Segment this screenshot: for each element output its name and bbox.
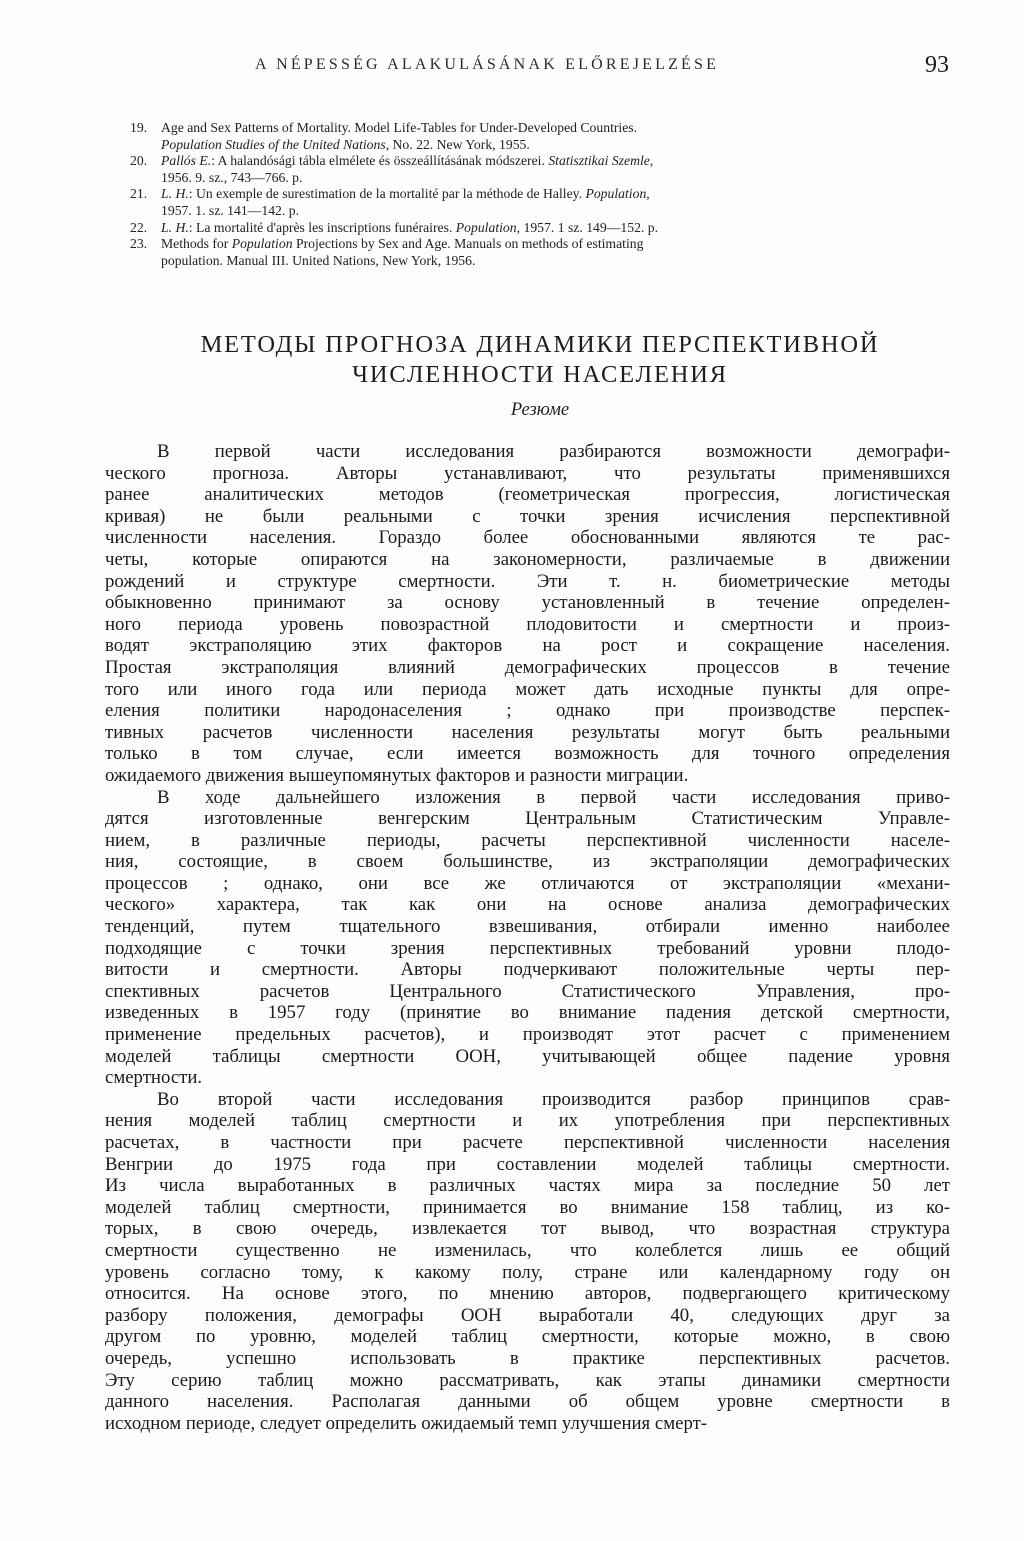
- summary-text-line: расчетах, в частности при расчете перспективной численности населения: [105, 1132, 950, 1153]
- reference-number: 21.: [130, 186, 148, 202]
- summary-text-line: ния, состоящие, в своем большинстве, из экстраполяции демографических: [105, 851, 950, 873]
- summary-text-line: другом по уровню, моделей таблиц смертности, которые можно, в свою: [105, 1326, 950, 1348]
- summary-text-line: витости и смертности. Авторы подчеркивают положительные черты пер-: [105, 959, 950, 981]
- reference-line: Pallós E.: A halandósági tábla elmélete és összeállításának módszerei. Statisztikai Szemle,: [161, 153, 654, 169]
- summary-text-line: смертности существенно не изменилась, что колеблется лишь ее общий: [105, 1239, 950, 1261]
- reference-line: L. H.: La mortalité d'après les inscriptions funéraires. Population, 1957. 1 sz. 149—152. p.: [161, 219, 659, 235]
- summary-text-line: спективных расчетов Центрального Статистического Управления, про-: [105, 980, 950, 1002]
- summary-text-line: уровень согласно тому, к какому полу, стране или календарному году он: [105, 1261, 950, 1283]
- summary-text-line: применение предельных расчетов), и производят этот расчет с применением: [105, 1024, 950, 1046]
- summary-text-line: Простая экстраполяция влияний демографических процессов в течение: [105, 656, 950, 678]
- summary-text-line: кривая) не были реальными с точки зрения исчисления перспективной: [105, 505, 950, 527]
- reference-item: [130, 120, 950, 153]
- running-head: A NÉPESSÉG ALAKULÁSÁNAK ELŐREJELZÉSE: [255, 56, 720, 73]
- summary-text-line: данного населения. Располагая данными об общем уровне смертности в: [105, 1391, 950, 1413]
- summary-text-line: подходящие с точки зрения перспективных требований уровни плодо-: [105, 937, 950, 959]
- reference-line: 1956. 9. sz., 743—766. p.: [161, 169, 303, 185]
- summary-text-line: тенденций, путем тщательного взвешивания, отбирали именно наиболее: [105, 916, 950, 938]
- summary-text-line: нием, в различные периоды, расчеты перспективной численности населе-: [105, 829, 950, 851]
- summary-text-line: дятся изготовленные венгерским Центральным Статистическим Управле-: [105, 808, 950, 830]
- reference-line: population. Manual III. United Nations, New York, 1956.: [161, 252, 476, 268]
- summary-text-line: Из числа выработанных в различных частях мира за последние 50 лет: [105, 1175, 950, 1197]
- reference-line: Age and Sex Patterns of Mortality. Model Life-Tables for Under-Developed Countries.: [161, 120, 638, 135]
- summary-text-line: еления политики народонаселения ; однако при производстве перспек-: [105, 700, 950, 722]
- summary-text-line: ческого» характера, так как они на основе анализа демографических: [105, 894, 950, 916]
- reference-line: Population Studies of the United Nations, No. 22. New York, 1955.: [161, 136, 530, 152]
- reference-item: [130, 153, 950, 186]
- summary-text-line: изведенных в 1957 году (принятие во внимание падения детской смертности,: [105, 1002, 950, 1024]
- summary-text-line: исходном периоде, следует определить ожидаемый темп улучшения смерт-: [105, 1412, 708, 1434]
- summary-text-line: Эту серию таблиц можно рассматривать, как этапы динамики смертности: [105, 1369, 950, 1391]
- summary-text-line: только в том случае, если имеется возможность для точного определения: [105, 743, 950, 765]
- page-number: 93: [925, 52, 949, 78]
- summary-text-line: разбору положения, демографы ООН выработали 40, следующих друг за: [105, 1304, 950, 1326]
- summary-body: [105, 441, 950, 1434]
- reference-line: Methods for Population Projections by Sex and Age. Manuals on methods of estimating: [161, 236, 644, 252]
- summary-text-line: В первой части исследования разбираются возможности демографи-: [157, 441, 950, 462]
- reference-number: 22.: [130, 219, 148, 235]
- summary-text-line: относится. На основе этого, по мнению авторов, подвергающего критическому: [105, 1283, 950, 1305]
- summary-text-line: очередь, успешно использовать в практике перспективных расчетов.: [105, 1347, 950, 1369]
- reference-number: 20.: [130, 153, 148, 169]
- summary-title-line: ЧИСЛЕННОСТИ НАСЕЛЕНИЯ: [352, 361, 728, 388]
- summary-subtitle: Резюме: [510, 400, 570, 420]
- summary-text-line: тивных расчетов численности населения результаты могут быть реальными: [105, 721, 950, 743]
- summary-text-line: того или иного года или периода может дать исходные пункты для опре-: [105, 678, 950, 700]
- summary-text-line: ранее аналитических методов (геометрическая прогрессия, логистическая: [105, 484, 950, 506]
- summary-text-line: процессов ; однако, они все же отличаются от экстраполяции «механи-: [105, 872, 950, 894]
- summary-text-line: рождений и структуре смертности. Эти т. н. биометрические методы: [105, 570, 950, 592]
- summary-text-line: численности населения. Гораздо более обоснованными являются те рас-: [105, 527, 950, 549]
- summary-text-line: Венгрии до 1975 года при составлении моделей таблицы смертности.: [105, 1153, 950, 1175]
- summary-text-line: моделей таблицы смертности ООН, учитывающей общее падение уровня: [105, 1045, 950, 1067]
- summary-text-line: В ходе дальнейшего изложения в первой части исследования приво-: [157, 786, 950, 808]
- reference-item: [130, 220, 950, 237]
- reference-line: 1957. 1. sz. 141—142. p.: [161, 202, 300, 218]
- reference-item: [130, 186, 950, 219]
- summary-text-line: смертности.: [105, 1067, 203, 1089]
- summary-text-line: нения моделей таблиц смертности и их употребления при перспективных: [105, 1110, 950, 1132]
- summary-text-line: четы, которые опираются на закономерности, различаемые в движении: [105, 548, 950, 570]
- summary-text-line: ческого прогноза. Авторы устанавливают, что результаты применявшихся: [105, 462, 950, 484]
- reference-item: [130, 236, 950, 269]
- reference-number: 23.: [130, 236, 148, 252]
- summary-text-line: ожидаемого движения вышеупомянутых факторов и разности миграции.: [105, 764, 689, 786]
- summary-text-line: торых, в свою очередь, извлекается тот вывод, что возрастная структура: [105, 1218, 950, 1240]
- summary-text-line: Во второй части исследования производится разбор принципов срав-: [157, 1088, 950, 1110]
- reference-list: [130, 120, 950, 269]
- summary-text-line: водят экстраполяцию этих факторов на рост и сокращение населения.: [105, 635, 950, 657]
- summary-title-line: МЕТОДЫ ПРОГНОЗА ДИНАМИКИ ПЕРСПЕКТИВНОЙ: [200, 331, 880, 358]
- summary-text-line: моделей таблиц смертности, принимается во внимание 158 таблиц, из ко-: [105, 1196, 950, 1218]
- reference-line: L. H.: Un exemple de surestimation de la mortalité par la méthode de Halley. Population,: [161, 186, 650, 202]
- reference-number: 19.: [130, 120, 148, 135]
- summary-title: [130, 330, 950, 390]
- summary-text-line: ного периода уровень повозрастной плодовитости и смертности и произ-: [105, 613, 950, 635]
- summary-text-line: обыкновенно принимают за основу установленный в течение определен-: [105, 592, 950, 614]
